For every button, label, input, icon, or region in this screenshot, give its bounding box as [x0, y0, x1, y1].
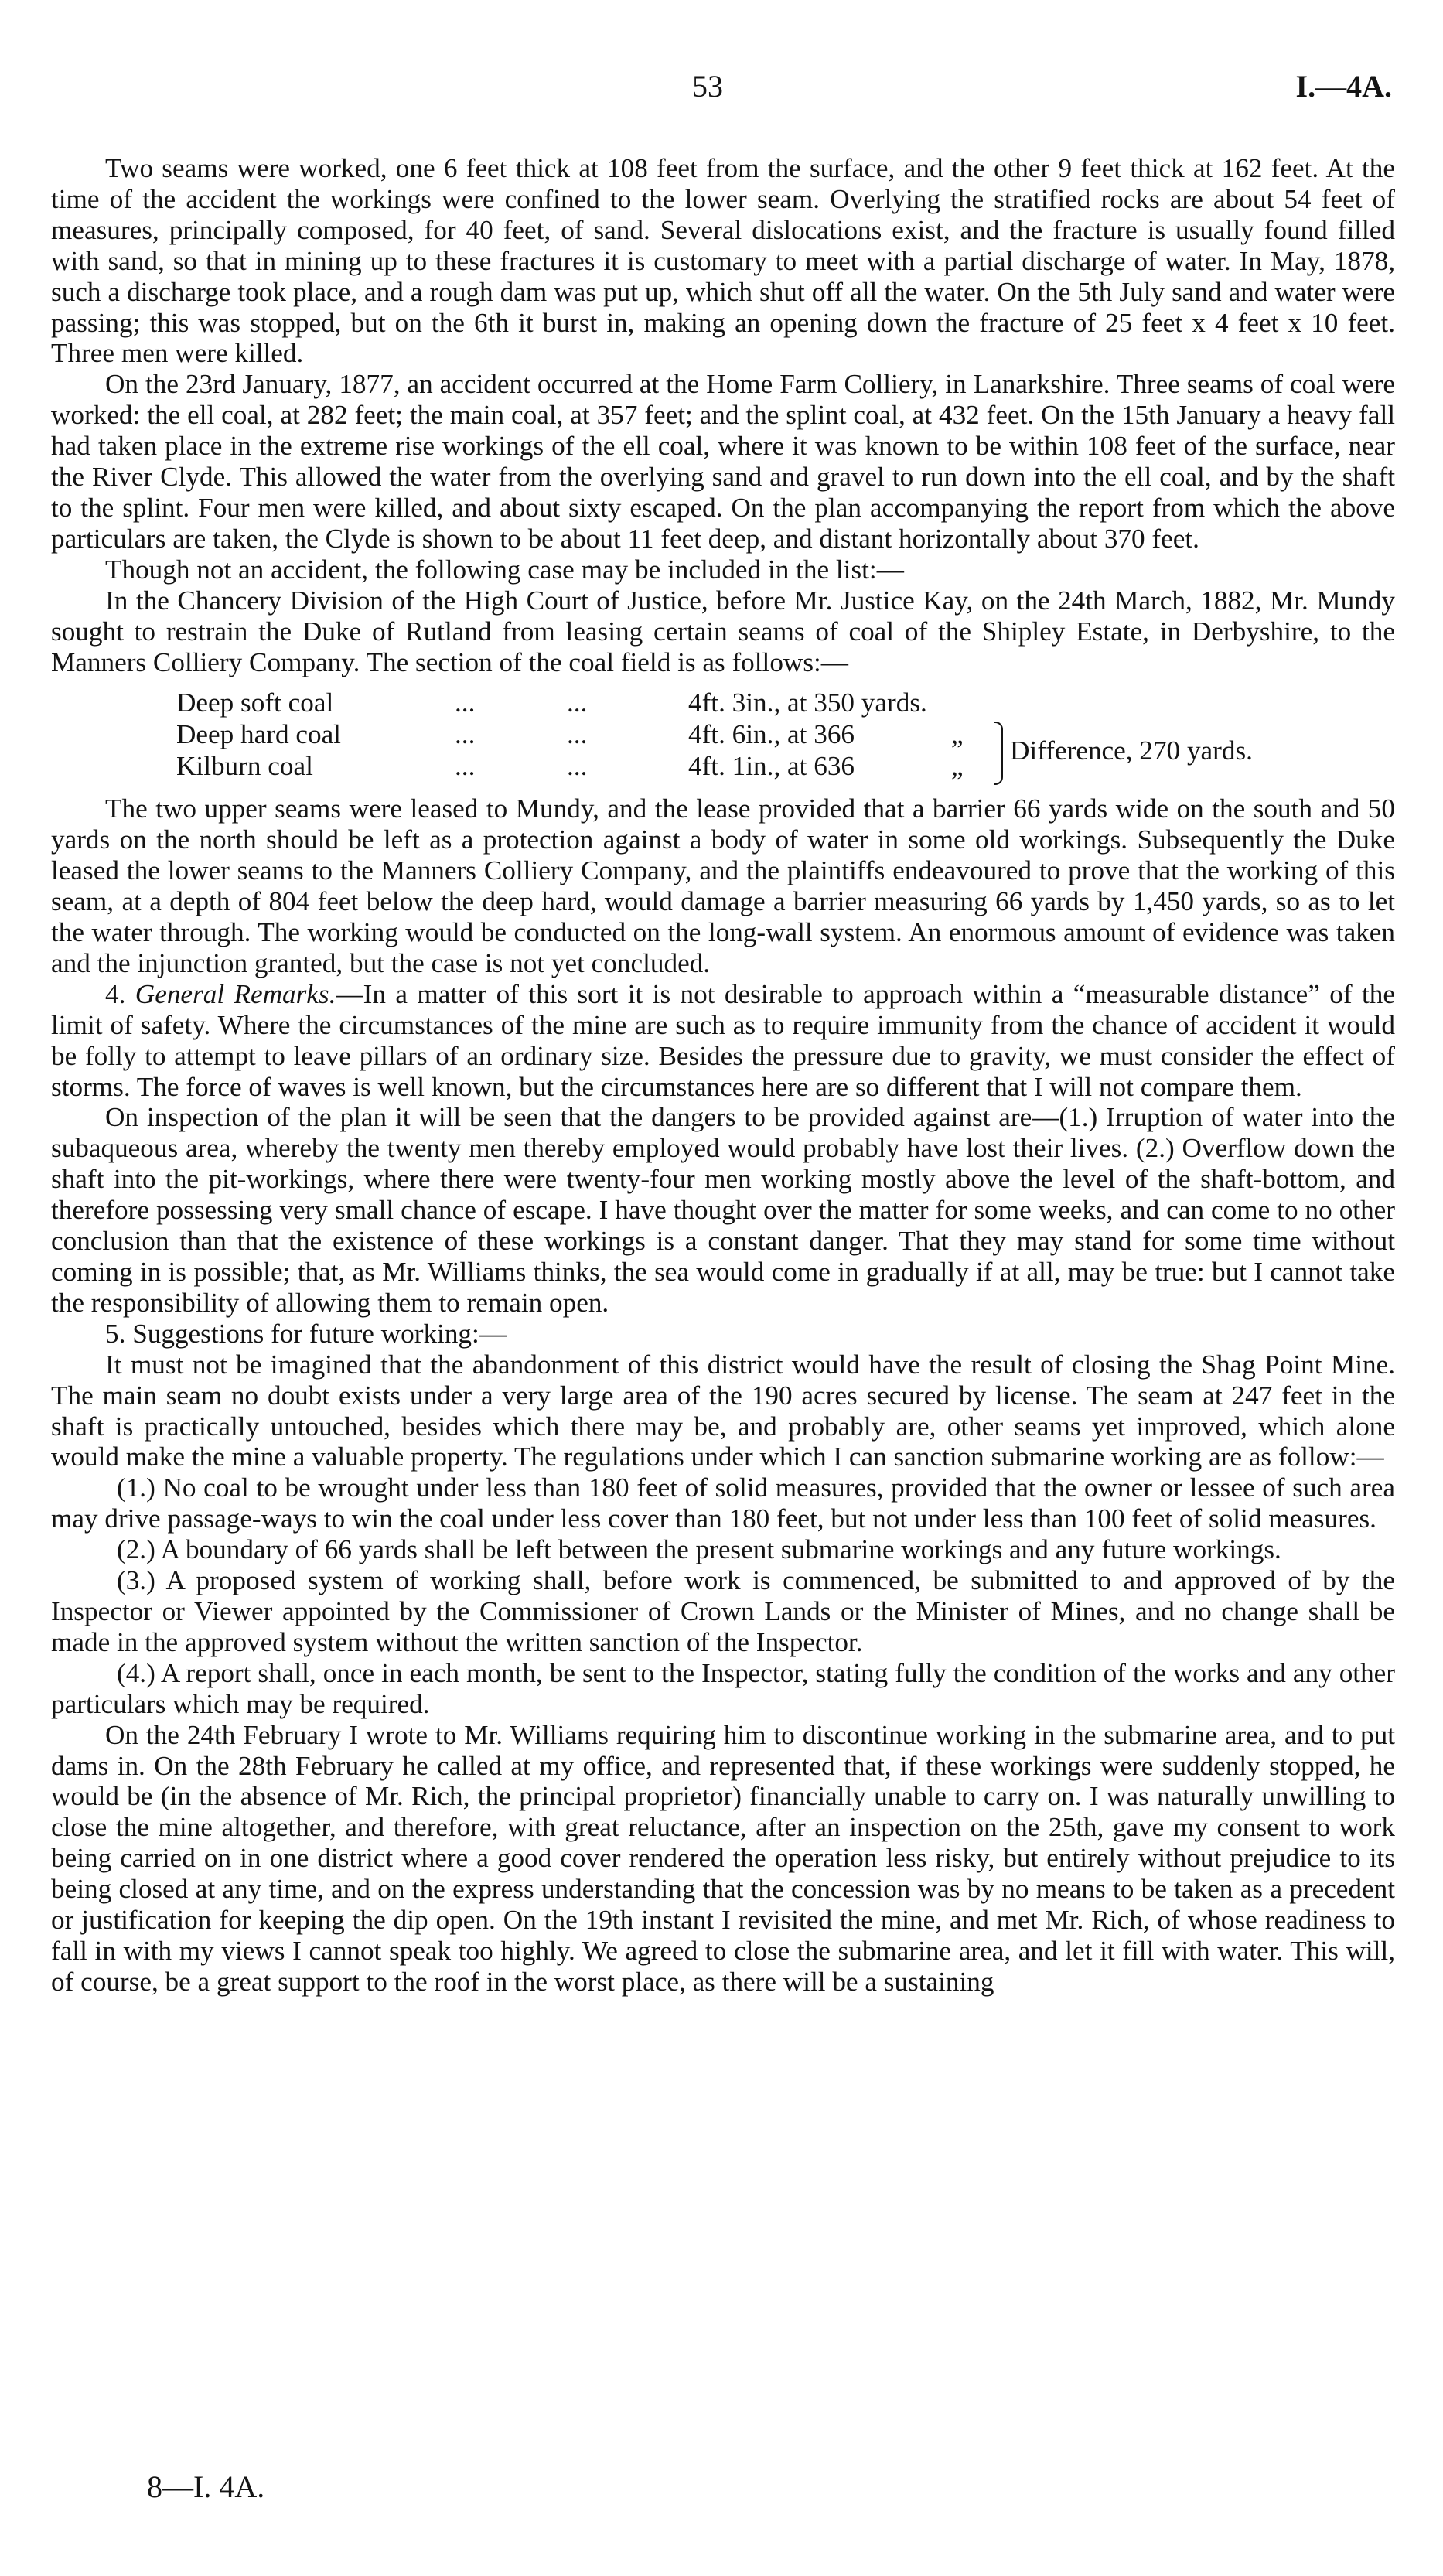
paragraph: On the 23rd January, 1877, an accident occurred at the Home Farm Colliery, in Lanarkshire. Three seams of coal were worked: the ell coal, at 282 feet; the main coal, at 357 feet; and the splint coal, at 432 feet. On the 15th January a heavy fall had taken place in the extreme rise workings of the ell coal, where it was known to be within 108 feet of the surface, near the River Clyde. This allowed the water from the overlying sand and gravel to run down into the ell coal, and by the shaft to the splint. Four men were killed, and about sixty escaped. On the plan accompanying the report from which the above particulars are taken, the Clyde is shown to be about 11 feet deep, and distant horizontally about 370 feet. [51, 369, 1395, 554]
leader-dots: ... [455, 688, 476, 718]
seam-name: Deep hard coal [176, 719, 341, 750]
brace-bracket [994, 722, 1003, 785]
signature-mark: 8—I. 4A. [147, 2469, 265, 2504]
seam-value: 4ft. 6in., at 366 [688, 719, 855, 750]
seam-value: 4ft. 1in., at 636 [688, 751, 855, 782]
section-text: —In a matter of this sort it is not desirable to approach within a “measurable distance” of the limit of safety. Where the circumstances of the mine are such as to require immunity from the chance of accident it would be folly to attempt to leave pillars of an ordinary size. Besides the pressure due to gravity, we must consider the effect of storms. The force of waves is well known, but the circumstances here are so different that I will not compare them. [51, 978, 1395, 1102]
difference-note: Difference, 270 yards. [1010, 735, 1253, 766]
regulation-item: (4.) A report shall, once in each month, be sent to the Inspector, stating fully the condition of the works and any other particulars which may be required. [51, 1657, 1395, 1719]
paragraph: Two seams were worked, one 6 feet thick at 108 feet from the surface, and the other 9 feet thick at 162 feet. At the time of the accident the workings were confined to the lower seam. Overlying the stratified rocks are about 54 feet of measures, principally composed, for 40 feet, of sand. Several dislocations exist, and the fracture is usually found filled with sand, so that in mining up to these fractures it is customary to meet with a partial discharge of water. In May, 1878, such a discharge took place, and a rough dam was put up, which shut off all the water. On the 5th July sand and water were passing; this was stopped, but on the 6th it burst in, making an opening down the fracture of 25 feet x 4 feet x 10 feet. Three men were killed. [51, 153, 1395, 369]
leader-dots: ... [455, 751, 476, 782]
seam-name: Kilburn coal [176, 751, 313, 782]
paragraph: In the Chancery Division of the High Court of Justice, before Mr. Justice Kay, on the 24th March, 1882, Mr. Mundy sought to restrain the Duke of Rutland from leasing certain seams of coal of the Shipley Estate, in Derbyshire, to the Manners Colliery Company. The section of the coal field is as follows:— [51, 585, 1395, 677]
regulation-item: (3.) A proposed system of working shall, before work is commenced, be submitted to and approved of by the Inspector or Viewer appointed by the Commissioner of Crown Lands or the Minister of Mines, and no change shall be made in the approved system without the written sanction of the Inspector. [51, 1565, 1395, 1657]
ditto-mark: „ [951, 751, 964, 782]
ditto-mark: „ [951, 719, 964, 750]
paragraph: It must not be imagined that the abandonment of this district would have the result of closing the Shag Point Mine. The main seam no doubt exists under a very large area of the 190 acres secured by license. The seam at 247 feet in the shaft is practically untouched, besides which there may be, and probably are, other seams yet improved, which alone would make the mine a valuable property. The regulations under which I can sanction submarine working are as follow:— [51, 1349, 1395, 1472]
section-number: 4. [105, 978, 135, 1009]
page-number: 53 [692, 69, 723, 104]
leader-dots: ... [567, 688, 588, 718]
section-heading: General Remarks. [135, 978, 336, 1009]
leader-dots: ... [567, 719, 588, 750]
paragraph: Though not an accident, the following case may be included in the list:— [105, 554, 904, 585]
paragraph-general-remarks [51, 979, 1395, 1103]
paragraph: On the 24th February I wrote to Mr. Williams requiring him to discontinue working in the submarine area, and to put dams in. On the 28th February he called at my office, and represented that, if these workings were suddenly stopped, he would be (in the absence of Mr. Rich, the principal proprietor) financially unable to carry on. I was naturally unwilling to close the mine altogether, and therefore, with great reluctance, after an inspection on the 25th, gave my consent to work being carried on in one district where a good cover rendered the operation less risky, but entirely without prejudice to its being closed at any time, and on the express understanding that the concession was by no means to be taken as a precedent or justification for keeping the dip open. On the 19th instant I revisited the mine, and met Mr. Rich, of whose readiness to fall in with my views I cannot speak too highly. We agreed to close the submarine area, and let it fill with water. This will, of course, be a great support to the roof in the worst place, as there will be a sustaining [51, 1719, 1395, 1997]
regulation-item: (2.) A boundary of 66 yards shall be left between the present submarine workings and any future workings. [117, 1534, 1281, 1565]
coal-section-table [176, 688, 1395, 783]
section-heading-suggestions: 5. Suggestions for future working:— [105, 1318, 507, 1349]
body-text [51, 153, 1395, 1998]
paragraph: On inspection of the plan it will be seen that the dangers to be provided against are—(1.) Irruption of water into the subaqueous area, whereby the twenty men thereby employed would probably have lost their lives. (2.) Overflow down the shaft into the pit-workings, where there were twenty-four men working mostly above the level of the shaft-bottom, and therefore possessing very small chance of escape. I have thought over the matter for some weeks, and can come to no other conclusion than that the existence of these workings is a constant danger. That they may stand for some time without coming in is possible; that, as Mr. Williams thinks, the sea would come in gradually if at all, may be true: but I cannot take the responsibility of allowing them to remain open. [51, 1102, 1395, 1318]
seam-name: Deep soft coal [176, 688, 334, 718]
regulation-item: (1.) No coal to be wrought under less than 180 feet of solid measures, provided that the owner or lessee of such area may drive passage-ways to win the coal under less cover than 180 feet, but not under less than 100 feet of solid measures. [51, 1472, 1395, 1534]
document-reference: I.—4A. [1295, 69, 1392, 104]
leader-dots: ... [567, 751, 588, 782]
seam-value: 4ft. 3in., at 350 yards. [688, 688, 927, 718]
paragraph: The two upper seams were leased to Mundy, and the lease provided that a barrier 66 yards wide on the south and 50 yards on the north should be left as a protection against a body of water in some old workings. Subsequently the Duke leased the lower seams to the Manners Colliery Company, and the plaintiffs endeavoured to prove that the working of this seam, at a depth of 804 feet below the deep hard, would damage a barrier measuring 66 yards by 1,450 yards, so as to let the water through. The working would be conducted on the long-wall system. An enormous amount of evidence was taken and the injunction granted, but the case is not yet concluded. [51, 793, 1395, 978]
leader-dots: ... [455, 719, 476, 750]
